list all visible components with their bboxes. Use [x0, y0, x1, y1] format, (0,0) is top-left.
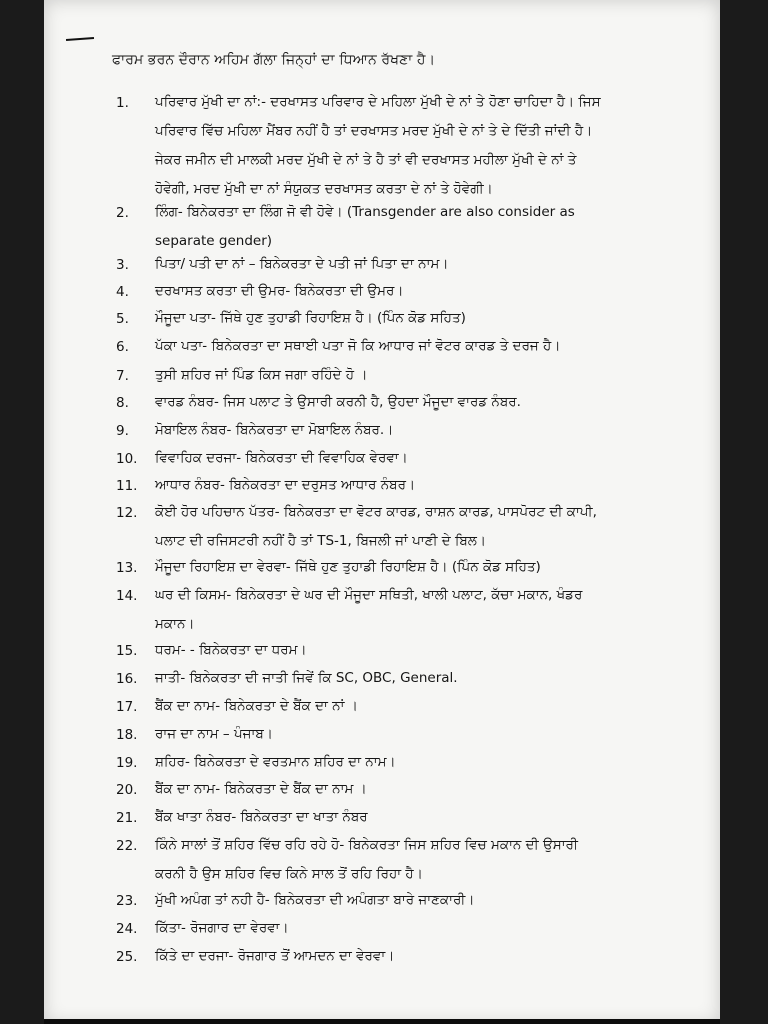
item-text: ਵਾਰਡ ਨੰਬਰ- ਜਿਸ ਪਲਾਟ ਤੇ ਉਸਾਰੀ ਕਰਨੀ ਹੈ, ਉਹਦਾ ਮੌਜੂਦਾ ਵਾਰਡ ਨੰਬਰ. — [155, 394, 521, 410]
item-number: 14. — [116, 588, 138, 604]
item-text: ਕੋਈ ਹੋਰ ਪਹਿਚਾਨ ਪੱਤਰ- ਬਿਨੇਕਰਤਾ ਦਾ ਵੋਟਰ ਕਾਰਡ, ਰਾਸ਼ਨ ਕਾਰਡ, ਪਾਸਪੋਰਟ ਦੀ ਕਾਪੀ, ਪਲਾਟ ਦੀ ਰਜਿਸਟਰੀ ਨਹੀਂ ਹੈ ਤਾਂ TS-1, ਬਿਜਲੀ ਜਾਂ ਪਾਣੀ ਦੇ ਬਿਲ। — [155, 504, 597, 549]
item-number: 15. — [116, 643, 138, 659]
item-number: 23. — [116, 893, 138, 909]
item-number: 1. — [116, 95, 129, 111]
item-number: 11. — [116, 478, 138, 494]
item-number: 25. — [116, 949, 138, 965]
item-text: ਕਿੱਤਾ- ਰੋਜਗਾਰ ਦਾ ਵੇਰਵਾ। — [155, 920, 289, 936]
item-number: 6. — [116, 339, 129, 355]
item-number: 2. — [116, 205, 129, 221]
item-number: 17. — [116, 699, 138, 715]
item-text: ਬੈਂਕ ਖਾਤਾ ਨੰਬਰ- ਬਿਨੇਕਰਤਾ ਦਾ ਖਾਤਾ ਨੰਬਰ — [155, 809, 368, 825]
item-text: ਲਿੰਗ- ਬਿਨੇਕਰਤਾ ਦਾ ਲਿੰਗ ਜੋ ਵੀ ਹੋਵੇ। (Transgender are also consider as separate gender) — [155, 204, 575, 249]
item-number: 12. — [116, 505, 138, 521]
item-text: ਤੁਸੀ ਸ਼ਹਿਰ ਜਾਂ ਪਿੰਡ ਕਿਸ ਜਗਾ ਰਹਿੰਦੇ ਹੋ । — [155, 367, 368, 383]
item-text: ਆਧਾਰ ਨੰਬਰ- ਬਿਨੇਕਰਤਾ ਦਾ ਦਰੁਸਤ ਆਧਾਰ ਨੰਬਰ। — [155, 477, 416, 493]
item-number: 5. — [116, 311, 129, 327]
item-text: ਬੈਂਕ ਦਾ ਨਾਮ- ਬਿਨੇਕਰਤਾ ਦੇ ਬੈਂਕ ਦਾ ਨਾਮ । — [155, 781, 367, 797]
item-number: 16. — [116, 671, 138, 687]
item-text: ਕਿੱਤੇ ਦਾ ਦਰਜਾ- ਰੋਜਗਾਰ ਤੋਂ ਆਮਦਨ ਦਾ ਵੇਰਵਾ। — [155, 948, 395, 964]
item-text: ਮੌਜੂਦਾ ਪਤਾ- ਜਿੱਥੇ ਹੁਣ ਤੁਹਾਡੀ ਰਿਹਾਇਸ਼ ਹੈ। (ਪਿੰਨ ਕੋਡ ਸਹਿਤ) — [155, 310, 466, 326]
item-number: 24. — [116, 921, 138, 937]
item-text: ਜਾਤੀ- ਬਿਨੇਕਰਤਾ ਦੀ ਜਾਤੀ ਜਿਵੇਂ ਕਿ SC, OBC, General. — [155, 670, 458, 686]
item-number: 22. — [116, 838, 138, 854]
item-number: 4. — [116, 284, 129, 300]
page-heading: ਫਾਰਮ ਭਰਨ ਦੌਰਾਨ ਅਹਿਮ ਗੱਲਾ ਜਿਨ੍ਹਾਂ ਦਾ ਧਿਆਨ ਰੱਖਣਾ ਹੈ। — [112, 52, 436, 68]
item-text: ਘਰ ਦੀ ਕਿਸਮ- ਬਿਨੇਕਰਤਾ ਦੇ ਘਰ ਦੀ ਮੌਜੂਦਾ ਸਥਿਤੀ, ਖਾਲੀ ਪਲਾਟ, ਕੱਚਾ ਮਕਾਨ, ਖੰਡਰ ਮਕਾਨ। — [155, 587, 583, 632]
page-bottom-edge — [44, 1019, 720, 1024]
item-number: 13. — [116, 560, 138, 576]
item-text: ਪਿਤਾ/ ਪਤੀ ਦਾ ਨਾਂ – ਬਿਨੇਕਰਤਾ ਦੇ ਪਤੀ ਜਾਂ ਪਿਤਾ ਦਾ ਨਾਮ। — [155, 256, 449, 272]
item-number: 18. — [116, 727, 138, 743]
item-text: ਬੈਂਕ ਦਾ ਨਾਮ- ਬਿਨੇਕਰਤਾ ਦੇ ਬੈਂਕ ਦਾ ਨਾਂ । — [155, 698, 358, 714]
item-text: ਪੱਕਾ ਪਤਾ- ਬਿਨੇਕਰਤਾ ਦਾ ਸਥਾਈ ਪਤਾ ਜੋ ਕਿ ਆਧਾਰ ਜਾਂ ਵੋਟਰ ਕਾਰਡ ਤੇ ਦਰਜ ਹੈ। — [155, 338, 561, 354]
item-text: ਕਿੰਨੇ ਸਾਲਾਂ ਤੋਂ ਸ਼ਹਿਰ ਵਿੱਚ ਰਹਿ ਰਹੇ ਹੋ- ਬਿਨੇਕਰਤਾ ਜਿਸ ਸ਼ਹਿਰ ਵਿਚ ਮਕਾਨ ਦੀ ਉਸਾਰੀ ਕਰਨੀ ਹੈ ਉਸ ਸ਼ਹਿਰ ਵਿਚ ਕਿਨੇ ਸਾਲ ਤੋਂ ਰਹਿ ਰਿਹਾ ਹੈ। — [155, 837, 578, 882]
item-number: 20. — [116, 782, 138, 798]
item-text: ਮੌਜੂਦਾ ਰਿਹਾਇਸ਼ ਦਾ ਵੇਰਵਾ- ਜਿੱਥੇ ਹੁਣ ਤੁਹਾਡੀ ਰਿਹਾਇਸ਼ ਹੈ। (ਪਿੰਨ ਕੋਡ ਸਹਿਤ) — [155, 559, 541, 575]
item-number: 3. — [116, 257, 129, 273]
item-text: ਪਰਿਵਾਰ ਮੁੱਖੀ ਦਾ ਨਾਂ:- ਦਰਖਾਸਤ ਪਰਿਵਾਰ ਦੇ ਮਹਿਲਾ ਮੁੱਖੀ ਦੇ ਨਾਂ ਤੇ ਹੋਣਾ ਚਾਹਿਦਾ ਹੈ। ਜਿਸ ਪਰਿਵਾਰ ਵਿੱਚ ਮਹਿਲਾ ਮੈਂਬਰ ਨਹੀਂ ਹੈ ਤਾਂ ਦਰਖਾਸਤ ਮਰਦ ਮੁੱਖੀ ਦੇ ਨਾਂ ਤੇ ਦੇ ਦਿੱਤੀ ਜਾਂਦੀ ਹੈ। ਜੇਕਰ ਜਮੀਨ ਦੀ ਮਾਲਕੀ ਮਰਦ ਮੁੱਖੀ ਦੇ ਨਾਂ ਤੇ ਹੈ ਤਾਂ ਵੀ ਦਰਖਾਸਤ ਮਹੀਲਾ ਮੁੱਖੀ ਦੇ ਨਾਂ ਤੇ ਹੋਵੇਗੀ, ਮਰਦ ਮੁੱਖੀ ਦਾ ਨਾਂ ਸੰਯੁਕਤ ਦਰਖਾਸਤ ਕਰਤਾ ਦੇ ਨਾਂ ਤੇ ਹੋਵੇਗੀ। — [155, 94, 601, 197]
item-number: 21. — [116, 810, 138, 826]
item-text: ਦਰਖਾਸਤ ਕਰਤਾ ਦੀ ਉਮਰ- ਬਿਨੇਕਰਤਾ ਦੀ ਉਮਰ। — [155, 283, 404, 299]
item-text: ਸ਼ਹਿਰ- ਬਿਨੇਕਰਤਾ ਦੇ ਵਰਤਮਾਨ ਸ਼ਹਿਰ ਦਾ ਨਾਮ। — [155, 754, 396, 770]
item-text: ਮੋਬਾਇਲ ਨੰਬਰ- ਬਿਨੇਕਰਤਾ ਦਾ ਮੋਬਾਇਲ ਨੰਬਰ.। — [155, 422, 394, 438]
item-number: 7. — [116, 368, 129, 384]
item-number: 8. — [116, 395, 129, 411]
item-number: 9. — [116, 423, 129, 439]
item-text: ਮੁੱਖੀ ਅਪੰਗ ਤਾਂ ਨਹੀ ਹੈ- ਬਿਨੇਕਰਤਾ ਦੀ ਅਪੰਗਤਾ ਬਾਰੇ ਜਾਣਕਾਰੀ। — [155, 892, 475, 908]
item-number: 19. — [116, 755, 138, 771]
item-text: ਵਿਵਾਹਿਕ ਦਰਜਾ- ਬਿਨੇਕਰਤਾ ਦੀ ਵਿਵਾਹਿਕ ਵੇਰਵਾ। — [155, 450, 408, 466]
item-number: 10. — [116, 451, 138, 467]
item-text: ਧਰਮ- - ਬਿਨੇਕਰਤਾ ਦਾ ਧਰਮ। — [155, 642, 307, 658]
item-text: ਰਾਜ ਦਾ ਨਾਮ – ਪੰਜਾਬ। — [155, 726, 273, 742]
